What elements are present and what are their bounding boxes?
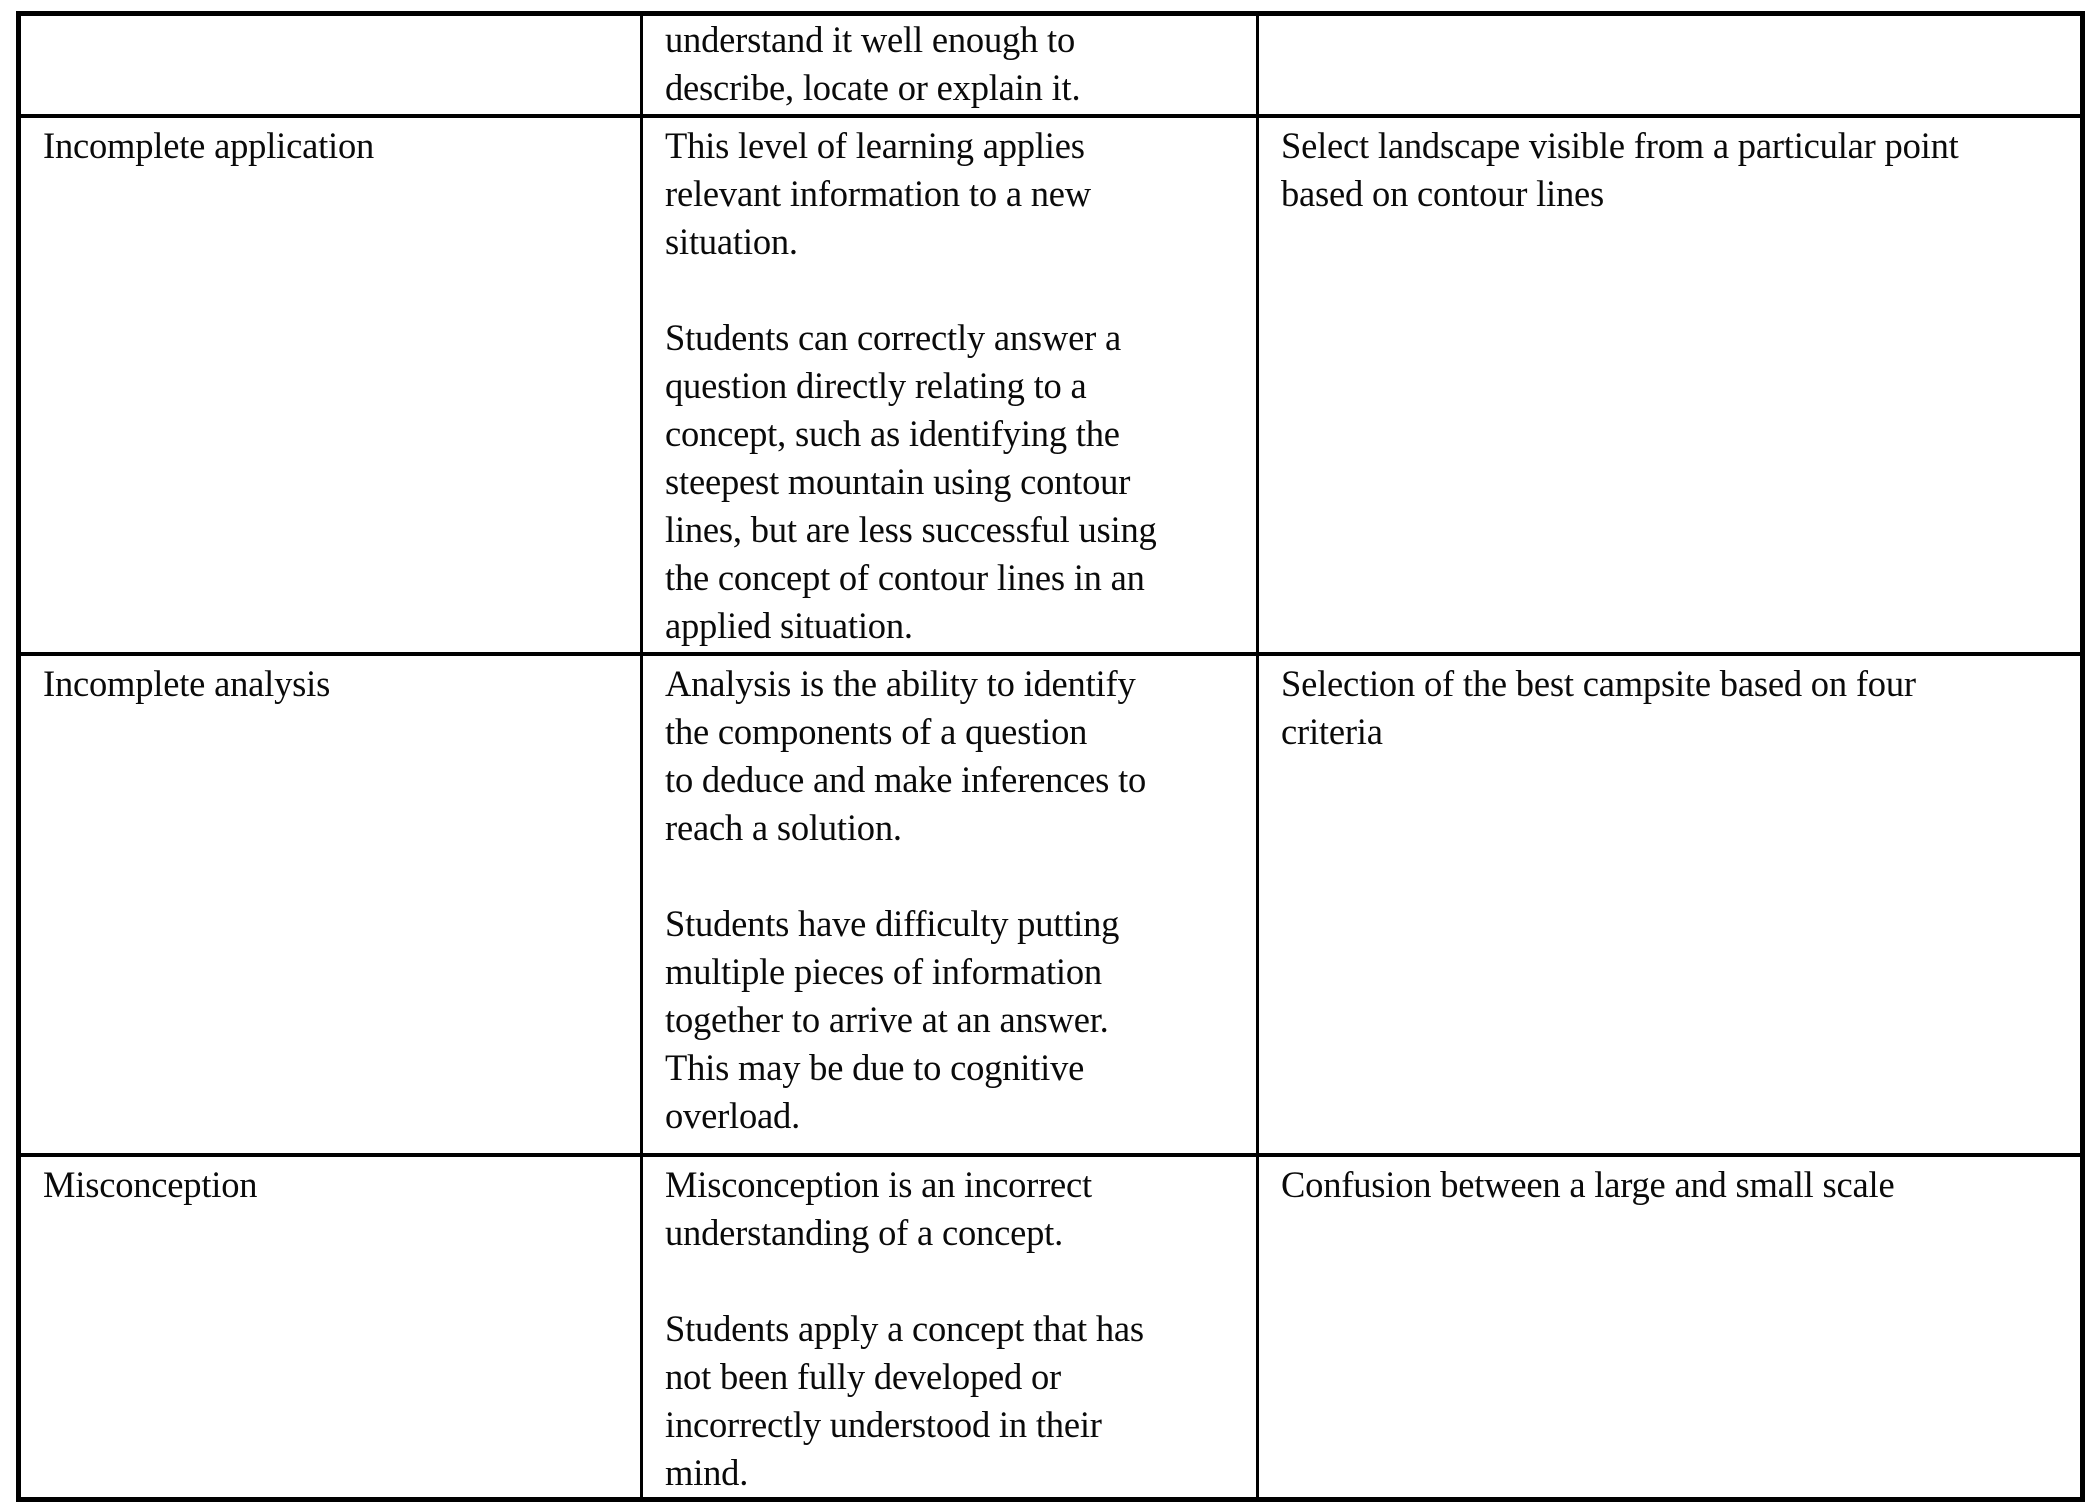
- text-line: situation.: [665, 220, 798, 262]
- table-row: [19, 116, 2083, 654]
- description-cell: [642, 14, 1258, 116]
- text-line: applied situation.: [665, 604, 913, 646]
- table-row: [19, 14, 2083, 116]
- text-line: based on contour lines: [1281, 172, 1605, 214]
- misconception-table: [16, 11, 2085, 1502]
- description-paragraph: [665, 1161, 1246, 1257]
- category-cell: [19, 116, 642, 654]
- text-line: not been fully developed or: [665, 1355, 1061, 1397]
- text-line: to deduce and make inferences to: [665, 758, 1147, 800]
- category-label: Incomplete application: [43, 124, 375, 166]
- category-label: Incomplete analysis: [43, 662, 331, 704]
- example-cell: [1258, 654, 2083, 1155]
- example-cell: [1258, 116, 2083, 654]
- description-paragraph: [665, 122, 1246, 266]
- text-line: Students have difficulty putting: [665, 902, 1120, 944]
- text-line: Misconception is an incorrect: [665, 1163, 1092, 1205]
- example-cell: [1258, 1155, 2083, 1500]
- category-cell: [19, 1155, 642, 1500]
- category-label: Misconception: [43, 1163, 258, 1205]
- text-line: Select landscape visible from a particular point: [1281, 124, 1959, 166]
- text-line: lines, but are less successful using: [665, 508, 1157, 550]
- text-line: the concept of contour lines in an: [665, 556, 1145, 598]
- text-line: question directly relating to a: [665, 364, 1087, 406]
- text-line: Students can correctly answer a: [665, 316, 1121, 358]
- description-paragraph: [665, 900, 1246, 1140]
- description-paragraph: [665, 16, 1246, 112]
- text-line: together to arrive at an answer.: [665, 998, 1109, 1040]
- description-cell: [642, 1155, 1258, 1500]
- text-line: understanding of a concept.: [665, 1211, 1063, 1253]
- text-line: reach a solution.: [665, 806, 902, 848]
- text-line: mind.: [665, 1451, 749, 1493]
- text-line: criteria: [1281, 710, 1383, 752]
- category-cell: [19, 654, 642, 1155]
- table-row: [19, 1155, 2083, 1500]
- table-row: [19, 654, 2083, 1155]
- text-line: incorrectly understood in their: [665, 1403, 1102, 1445]
- description-paragraph: [665, 660, 1246, 852]
- text-line: the components of a question: [665, 710, 1088, 752]
- category-cell: [19, 14, 642, 116]
- description-paragraph: [665, 1305, 1246, 1497]
- text-line: understand it well enough to: [665, 19, 1076, 60]
- description-cell: [642, 116, 1258, 654]
- text-line: describe, locate or explain it.: [665, 67, 1081, 108]
- text-line: overload.: [665, 1094, 801, 1136]
- text-line: Selection of the best campsite based on four: [1281, 662, 1916, 704]
- text-line: multiple pieces of information: [665, 950, 1102, 992]
- text-line: relevant information to a new: [665, 172, 1091, 214]
- text-line: This may be due to cognitive: [665, 1046, 1085, 1088]
- text-line: concept, such as identifying the: [665, 412, 1120, 454]
- example-cell: [1258, 14, 2083, 116]
- description-cell: [642, 654, 1258, 1155]
- text-line: Students apply a concept that has: [665, 1307, 1144, 1349]
- text-line: Analysis is the ability to identify: [665, 662, 1136, 704]
- text-line: steepest mountain using contour: [665, 460, 1131, 502]
- text-line: Confusion between a large and small scale: [1281, 1163, 1895, 1205]
- text-line: This level of learning applies: [665, 124, 1085, 166]
- description-paragraph: [665, 314, 1246, 650]
